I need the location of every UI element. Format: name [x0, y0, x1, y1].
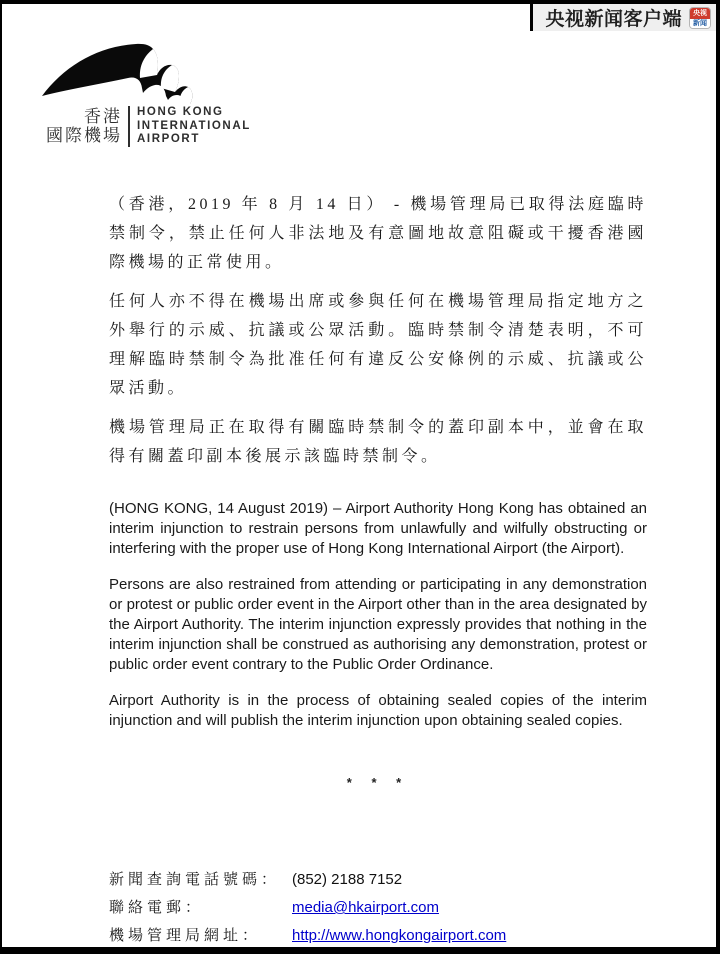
zh-paragraph-3: 機場管理局正在取得有關臨時禁制令的蓋印副本中，並會在取得有關蓋印副本後展示該臨時禁制令。 — [109, 419, 647, 465]
en-paragraph-3: Airport Authority is in the process of obtaining sealed copies of the interim injunction and will publish the interim injunction upon obtaining sealed copies. — [109, 692, 647, 729]
hkia-logo — [38, 40, 268, 147]
hkia-logo-chinese-name — [46, 106, 128, 147]
en-paragraph-1: (HONG KONG, 14 August 2019) – Airport Authority Hong Kong has obtained an interim injunction to restrain persons from unlawfully and wilfully obstructing or interfering with the proper use of Hong Kong International Airport (the Airport). — [109, 500, 647, 557]
hkia-bird-swoosh-icon — [38, 40, 198, 104]
section-end-separator: * * * — [346, 775, 410, 790]
contact-row-phone — [109, 866, 647, 894]
zh-paragraph-2: 任何人亦不得在機場出席或參與任何在機場管理局指定地方之外舉行的示威、抗議或公眾活動。臨時禁制令清楚表明，不可理解臨時禁制令為批准任何有違反公安條例的示威、抗議或公眾活動。 — [109, 293, 647, 397]
cctv-news-app-icon — [689, 7, 711, 29]
website-label: 機場管理局網址： — [109, 928, 262, 944]
hkia-logo-zh-line2: 國際機場 — [46, 126, 122, 146]
phone-label: 新聞查詢電話號碼： — [109, 872, 281, 888]
website-link[interactable]: http://www.hongkongairport.com — [292, 927, 507, 944]
email-link[interactable]: media@hkairport.com — [292, 899, 439, 916]
contact-info-block — [109, 866, 647, 950]
email-label: 聯絡電郵： — [109, 900, 205, 916]
en-paragraph-2: Persons are also restrained from attending or participating in any demonstration or protest or public order event in the Airport other than in the area designated by the Airport Authority. The interim injunction expressly provides that nothing in the interim injunction shall be construed as authorising any demonstration, protest or public order event contrary to the Public Order Ordinance. — [109, 576, 647, 673]
phone-number: (852) 2188 7152 — [292, 871, 403, 888]
press-release-body — [109, 190, 647, 950]
zh-paragraph-1: （香港，2019 年 8 月 14 日） - 機場管理局已取得法庭臨時禁制令，禁止任何人非法地及有意圖地故意阻礙或干擾香港國際機場的正常使用。 — [109, 196, 647, 271]
contact-row-website — [109, 922, 647, 950]
hkia-logo-zh-line1: 香港 — [84, 107, 122, 127]
hkia-logo-en-line1: HONG KONG — [137, 106, 224, 118]
cctv-news-icon-top-text: 央视 — [690, 8, 710, 19]
news-client-label: 央视新闻客户端 — [545, 9, 682, 30]
hkia-logo-lockup — [46, 106, 268, 147]
hkia-logo-en-line2: INTERNATIONAL — [137, 119, 251, 132]
hkia-logo-english-name — [130, 106, 251, 147]
cctv-news-icon-bottom-text: 新闻 — [690, 19, 710, 28]
hkia-logo-en-line3: AIRPORT — [137, 133, 200, 145]
contact-row-email — [109, 894, 647, 922]
news-client-watermark-bar — [530, 4, 716, 31]
